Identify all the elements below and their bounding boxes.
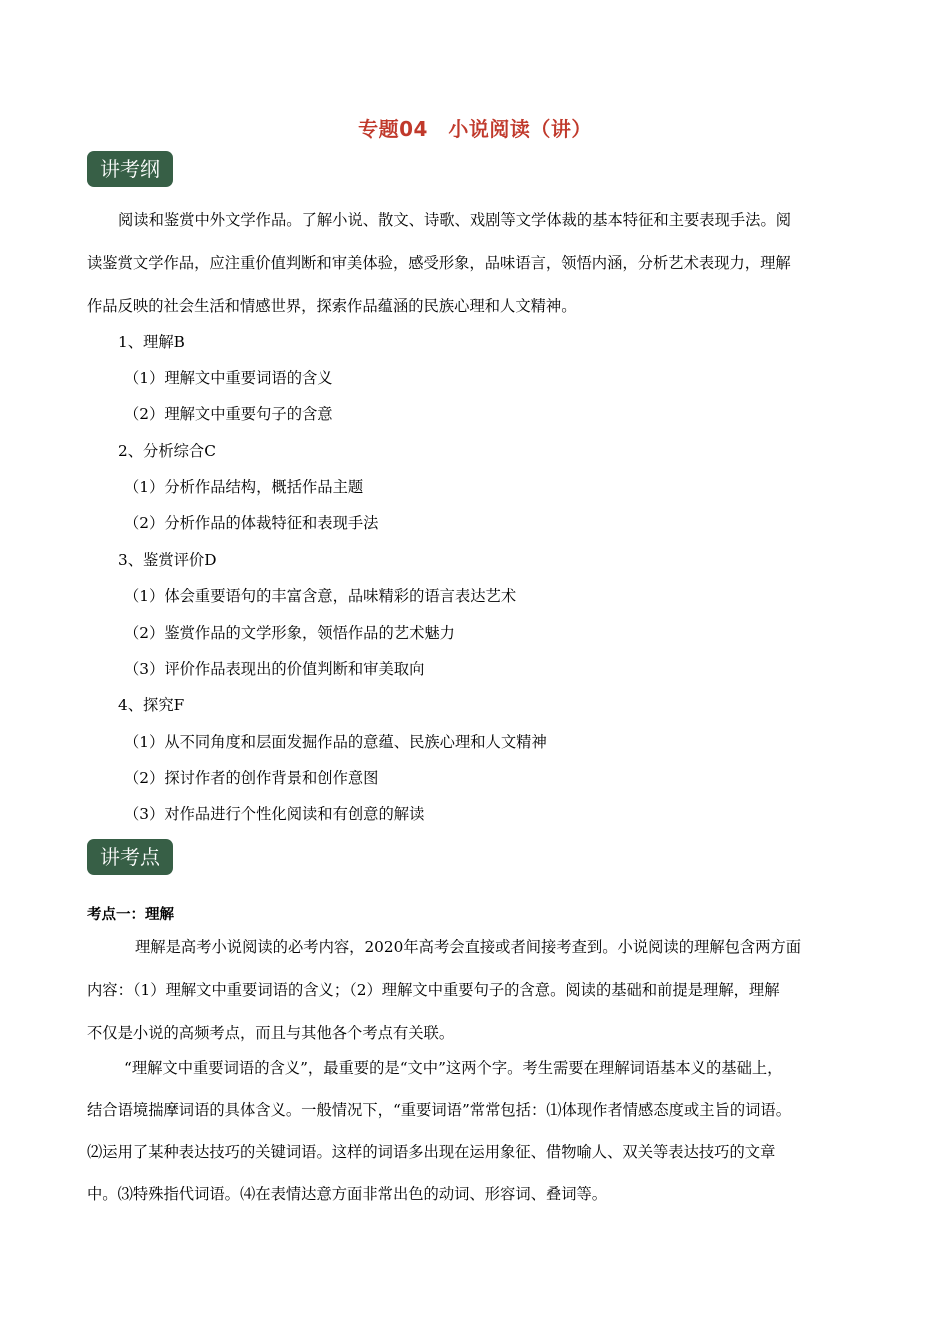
section-badge-points: 讲考点 [87, 839, 173, 875]
outline-item: （1）体会重要语句的丰富含意，品味精彩的语言表达艺术 [124, 587, 517, 605]
outline-item: 4、探究F [118, 696, 185, 714]
intro-line-3: 作品反映的社会生活和情感世界，探索作品蕴涵的民族心理和人文精神。 [87, 297, 577, 315]
outline-item: 2、分析综合C [118, 442, 216, 460]
outline-item: （2）探讨作者的创作背景和创作意图 [124, 769, 379, 787]
outline-item: （2）分析作品的体裁特征和表现手法 [124, 514, 379, 532]
outline-item: （1）从不同角度和层面发掘作品的意蕴、民族心理和人文精神 [124, 733, 547, 751]
outline-item: （2）理解文中重要句子的含意 [124, 405, 333, 423]
intro-line-2: 读鉴赏文学作品，应注重价值判断和审美体验，感受形象，品味语言，领悟内涵，分析艺术表现力，理解 [87, 254, 791, 272]
kaodian-heading: 考点一：理解 [87, 907, 174, 923]
outline-item: （2）鉴赏作品的文学形象，领悟作品的艺术魅力 [124, 624, 455, 642]
page-title: 专题04 小说阅读（讲） [358, 117, 592, 141]
section-badge-outline: 讲考纲 [87, 151, 173, 187]
outline-item: （1）理解文中重要词语的含义 [124, 369, 333, 387]
kaodian-p2-line-2: 结合语境揣摩词语的具体含义。一般情况下，“重要词语”常常包括：⑴体现作者情感态度或主旨的词语。 [87, 1101, 792, 1119]
outline-item: （3）对作品进行个性化阅读和有创意的解读 [124, 805, 425, 823]
outline-item: （3）评价作品表现出的价值判断和审美取向 [124, 660, 425, 678]
outline-item: 1、理解B [118, 333, 185, 351]
kaodian-p2-line-3: ⑵运用了某种表达技巧的关键词语。这样的词语多出现在运用象征、借物喻人、双关等表达技巧的文章 [87, 1143, 776, 1161]
outline-item: （1）分析作品结构，概括作品主题 [124, 478, 364, 496]
kaodian-p2-line-4: 中。⑶特殊指代词语。⑷在表情达意方面非常出色的动词、形容词、叠词等。 [87, 1185, 608, 1203]
kaodian-p1-line-1: 理解是高考小说阅读的必考内容，2020年高考会直接或者间接考查到。小说阅读的理解包含两方面 [135, 938, 802, 956]
intro-line-1: 阅读和鉴赏中外文学作品。了解小说、散文、诗歌、戏剧等文学体裁的基本特征和主要表现手法。阅 [118, 211, 792, 229]
kaodian-p1-line-3: 不仅是小说的高频考点，而且与其他各个考点有关联。 [87, 1024, 455, 1042]
outline-item: 3、鉴赏评价D [118, 551, 217, 569]
kaodian-p2-line-1: “理解文中重要词语的含义”，最重要的是“文中”这两个字。考生需要在理解词语基本义的基础上， [124, 1059, 783, 1077]
kaodian-p1-line-2: 内容：（1）理解文中重要词语的含义；（2）理解文中重要句子的含意。阅读的基础和前提是理解，理解 [87, 981, 780, 999]
